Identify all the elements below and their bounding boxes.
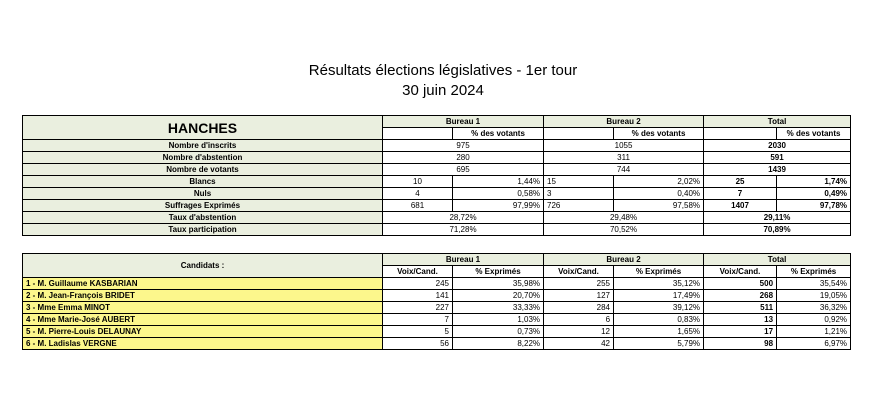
cell: 7	[704, 188, 777, 200]
cell: 1,44%	[453, 176, 544, 188]
cell: 1,21%	[777, 326, 851, 338]
bureau2-pct-header: % Exprimés	[614, 266, 704, 278]
cell: 97,78%	[777, 200, 851, 212]
cell: 28,72%	[383, 212, 544, 224]
election-date: 30 juin 2024	[402, 82, 484, 99]
bureau1-header: Bureau 1	[383, 116, 544, 128]
abstention-row	[23, 152, 851, 164]
cell: 268	[704, 290, 777, 302]
cell: 70,52%	[544, 224, 704, 236]
cell: 35,54%	[777, 278, 851, 290]
bureau1-voix-header: Voix/Cand.	[383, 266, 453, 278]
cell: 13	[704, 314, 777, 326]
cell: 29,48%	[544, 212, 704, 224]
row-label: Nombre d'inscrits	[23, 140, 383, 152]
candidate-row	[23, 314, 851, 326]
cell: 3	[544, 188, 614, 200]
cell: 1,03%	[453, 314, 544, 326]
cell: 744	[544, 164, 704, 176]
cell: 6,97%	[777, 338, 851, 350]
candidates-table	[22, 253, 851, 350]
cell: 0,83%	[614, 314, 704, 326]
candidate-name: 5 - M. Pierre-Louis DELAUNAY	[23, 326, 383, 338]
bureau1-pct-header: % des votants	[453, 128, 544, 140]
candidats-header: Candidats :	[23, 254, 383, 278]
cell: 245	[383, 278, 453, 290]
candidate-row	[23, 302, 851, 314]
inscrits-row	[23, 140, 851, 152]
cell: 2030	[704, 140, 851, 152]
cell: 0,40%	[614, 188, 704, 200]
cell: 227	[383, 302, 453, 314]
row-label: Suffrages Exprimés	[23, 200, 383, 212]
votants-row	[23, 164, 851, 176]
cell: 141	[383, 290, 453, 302]
cell: 1,65%	[614, 326, 704, 338]
candidate-name: 1 - M. Guillaume KASBARIAN	[23, 278, 383, 290]
cell: 29,11%	[704, 212, 851, 224]
cell: 500	[704, 278, 777, 290]
cell: 25	[704, 176, 777, 188]
cell: 39,12%	[614, 302, 704, 314]
cell: 17	[704, 326, 777, 338]
cell: 4	[383, 188, 453, 200]
cell: 56	[383, 338, 453, 350]
cell: 0,92%	[777, 314, 851, 326]
candidate-name: 3 - Mme Emma MINOT	[23, 302, 383, 314]
row-label: Taux participation	[23, 224, 383, 236]
cell: 2,02%	[614, 176, 704, 188]
cell: 0,58%	[453, 188, 544, 200]
cell: 35,98%	[453, 278, 544, 290]
cell: 5,79%	[614, 338, 704, 350]
taux-participation-row	[23, 224, 851, 236]
cell: 42	[544, 338, 614, 350]
cell: 280	[383, 152, 544, 164]
candidate-row	[23, 338, 851, 350]
total-header: Total	[704, 254, 851, 266]
nuls-row	[23, 188, 851, 200]
cell: 70,89%	[704, 224, 851, 236]
cell: 127	[544, 290, 614, 302]
cell: 0,73%	[453, 326, 544, 338]
candidate-name: 6 - M. Ladislas VERGNE	[23, 338, 383, 350]
candidate-name: 4 - Mme Marie-José AUBERT	[23, 314, 383, 326]
cell: 97,58%	[614, 200, 704, 212]
stats-header-row	[23, 116, 851, 128]
cell: 17,49%	[614, 290, 704, 302]
total-header: Total	[704, 116, 851, 128]
candidates-header-row	[23, 254, 851, 266]
cell: 1439	[704, 164, 851, 176]
cell: 10	[383, 176, 453, 188]
row-label: Blancs	[23, 176, 383, 188]
exprimes-row	[23, 200, 851, 212]
cell: 1,74%	[777, 176, 851, 188]
cell: 12	[544, 326, 614, 338]
taux-abstention-row	[23, 212, 851, 224]
cell: 33,33%	[453, 302, 544, 314]
candidate-row	[23, 290, 851, 302]
candidate-row	[23, 278, 851, 290]
page-title: Résultats élections législatives - 1er tour	[308, 62, 578, 79]
cell: 15	[544, 176, 614, 188]
cell: 695	[383, 164, 544, 176]
cell: 98	[704, 338, 777, 350]
bureau1-header: Bureau 1	[383, 254, 544, 266]
cell: 311	[544, 152, 704, 164]
cell: 681	[383, 200, 453, 212]
stats-table	[22, 115, 851, 236]
bureau2-header: Bureau 2	[544, 254, 704, 266]
candidate-row	[23, 326, 851, 338]
cell: 19,05%	[777, 290, 851, 302]
cell: 284	[544, 302, 614, 314]
row-label: Nombre d'abstention	[23, 152, 383, 164]
cell: 7	[383, 314, 453, 326]
row-label: Nombre de votants	[23, 164, 383, 176]
cell: 591	[704, 152, 851, 164]
cell: 71,28%	[383, 224, 544, 236]
cell: 35,12%	[614, 278, 704, 290]
bureau2-pct-header: % des votants	[614, 128, 704, 140]
cell: 36,32%	[777, 302, 851, 314]
bureau1-pct-header: % Exprimés	[453, 266, 544, 278]
blancs-row	[23, 176, 851, 188]
row-label: Nuls	[23, 188, 383, 200]
cell: 6	[544, 314, 614, 326]
cell: 97,99%	[453, 200, 544, 212]
cell: 1055	[544, 140, 704, 152]
row-label: Taux d'abstention	[23, 212, 383, 224]
cell: 20,70%	[453, 290, 544, 302]
total-voix-header: Voix/Cand.	[704, 266, 777, 278]
cell: 0,49%	[777, 188, 851, 200]
commune-name: HANCHES	[23, 116, 383, 140]
cell: 8,22%	[453, 338, 544, 350]
bureau2-header: Bureau 2	[544, 116, 704, 128]
cell: 1407	[704, 200, 777, 212]
total-pct-header: % des votants	[777, 128, 851, 140]
cell: 5	[383, 326, 453, 338]
cell: 726	[544, 200, 614, 212]
total-pct-header: % Exprimés	[777, 266, 851, 278]
bureau2-voix-header: Voix/Cand.	[544, 266, 614, 278]
cell: 975	[383, 140, 544, 152]
cell: 255	[544, 278, 614, 290]
cell: 511	[704, 302, 777, 314]
candidate-name: 2 - M. Jean-François BRIDET	[23, 290, 383, 302]
